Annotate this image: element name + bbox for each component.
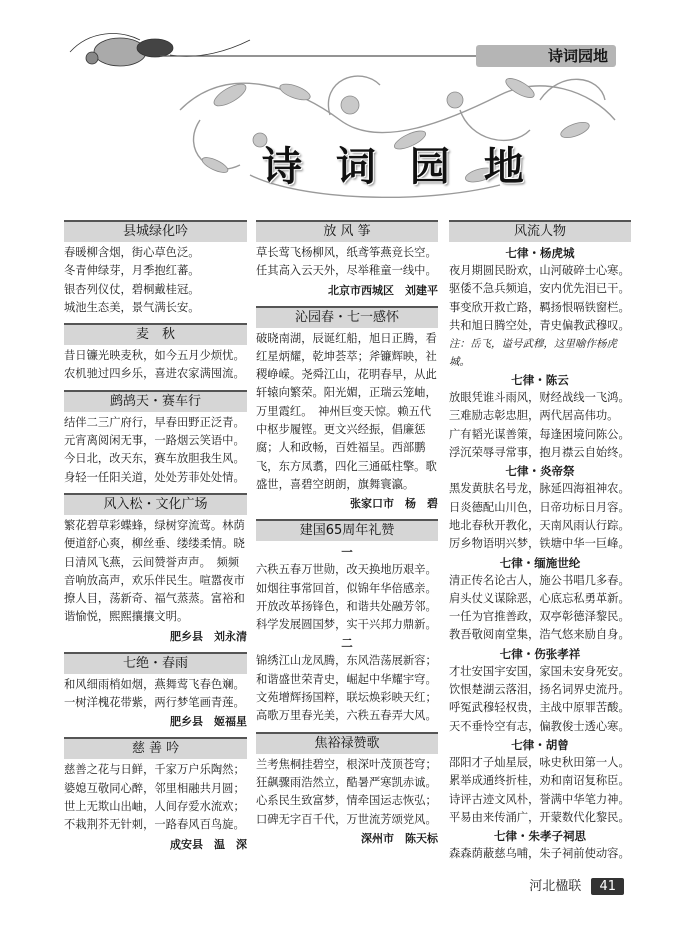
poem-author: 肥乡县 姬福星 — [170, 715, 247, 729]
poem-line: 森森荫蔽慈乌哺，朱子祠前使动容。 — [449, 847, 630, 861]
section-heading: 风流人物 — [449, 220, 631, 242]
poem-title: 慈 善 吟 — [64, 737, 247, 759]
poem-title: 七绝・春雨 — [64, 652, 247, 674]
poem-author: 北京市西城区 刘建平 — [328, 283, 438, 297]
poem-line: 婆媳互敬同心醉，邻里相融共月圆； — [64, 781, 245, 795]
page-number: 41 — [591, 878, 624, 895]
poem-note: 注：岳飞，谥号武穆，这里喻作杨虎城。 — [449, 338, 617, 369]
poem-subtitle: 七律・缅施世纶 — [499, 555, 581, 570]
poem-line: 浮沉荣辱寻常事，抱月襟云自始终。 — [449, 446, 630, 460]
poem-line: 世上无欺山出岫，人间存爱水流欢； — [64, 799, 245, 813]
poem-line: 共和旭日腾空处，青史偏教武穆叹。 — [449, 318, 630, 332]
poem-subtitle: 七律・炎帝祭 — [505, 464, 575, 479]
poem-line: 清正传名论古人，施公书唱几多春。 — [449, 573, 630, 587]
poem-title: 焦裕禄赞歌 — [256, 732, 438, 754]
poem-line: 饮恨楚湖云落泪，扬名词界史流丹。 — [449, 683, 630, 697]
poem-line: 和风细雨梢如烟，燕舞莺飞春色斓。 — [64, 677, 245, 691]
column-3 — [449, 220, 631, 863]
poem-line: 夜月期圆民盼欢，山河破碎士心寒。 — [449, 264, 630, 277]
poem-line: 如烟往事常回首，似锦年华倍感亲。 — [256, 581, 437, 595]
poem-line: 身轻一任阳关道，处处芳菲处处情。 — [64, 470, 245, 484]
poem-line: 日炎德配山川色，日帝功标日月容。 — [449, 500, 630, 514]
poem-line: 结伴二三广府行，早春田野正泛青。 — [64, 415, 245, 429]
poem-line: 农机驰过四乡乐，喜进农家满囤流。 — [64, 367, 245, 381]
poem-author: 张家口市 杨 碧 — [350, 497, 438, 511]
poem-subtitle: 七律・胡曾 — [511, 737, 569, 752]
poem-line: 任其高入云天外，尽举稚童一线中。 — [256, 264, 437, 278]
poem-author: 肥乡县 刘永清 — [170, 629, 247, 643]
poem-line: 心系民生致富梦，情牵国运志恢弘； — [256, 794, 437, 808]
poem-line: 黑发黄肤名号龙，脉延四海祖神农。 — [449, 482, 630, 496]
poem-title: 风入松・文化广场 — [64, 493, 247, 515]
poem-line: 慈善之花与日鲜，千家万户乐陶然； — [64, 763, 245, 777]
poem-line: 诗评古迹文风朴，誉满中华笔力神。 — [449, 792, 630, 806]
poem-line: 文苑增辉扬国粹，联坛焕彩映天红； — [256, 691, 437, 705]
part-number: 一 — [341, 545, 353, 560]
poem-line: 冬青伸绿芽，月季抱红蕃。 — [64, 264, 200, 278]
poem-line: 厉乡物语明兴梦，铁塘中华一巨峰。 — [449, 537, 630, 551]
column-2 — [256, 220, 438, 848]
poem-subtitle: 七律・朱孝子祠思 — [494, 829, 586, 844]
poem-line: 才壮安国宇安国，家国未安身死安。 — [449, 664, 630, 678]
poem-text: 破晓南湖，辰诞红船，旭日正腾，看红星炳耀，乾坤荟萃；斧镰辉映，社稷峥嵘。尧舜江山，花明春早，从此轩辕向繁荣。阳光媚，正瑞云笼岫，万里霞红。 神州巨变天惊。赖五代中枢步履铿。更文兴经振，倡廉惩腐；人和政畅，百姓福呈。西部鹏飞，东方凤翥，四化三通砥柱擎。歌盛世，喜碧空朗朗，旗舞寰瀛。 — [256, 331, 437, 491]
poem-line: 地北春秋开教化，天南风雨认行踪。 — [449, 518, 630, 532]
poem-line: 昔日镰光映麦秋，如今五月少烦忧。 — [64, 349, 245, 363]
poem-line: 不栽荆芥无针刺，一路春风百鸟旋。 — [64, 818, 245, 832]
poem-line: 高歌万里春光美，六秩五春弄大风。 — [256, 709, 437, 723]
poem-line: 元宵离阅闲无事，一路烟云笑语中。 — [64, 434, 245, 448]
poem-line: 口碑无字百千代，万世流芳颂党风。 — [256, 812, 437, 826]
page-title: 诗 词 园 地 — [262, 143, 534, 190]
magazine-name: 河北楹联 — [529, 879, 582, 894]
poem-line: 银杏列仪仗，碧桐戴桂冠。 — [64, 282, 200, 296]
poem-title: 放 风 筝 — [256, 220, 438, 242]
poem-title: 沁园春・七一感怀 — [256, 306, 438, 328]
part-number: 二 — [341, 636, 353, 651]
poem-line: 放眼凭谁斗雨风，财经战线一飞鸿。 — [449, 391, 630, 405]
poem-line: 平易由来传涌广，开蒙数代化黎民。 — [449, 810, 630, 824]
poem-line: 今日北，改天东，赛车放胆我生风。 — [64, 452, 245, 466]
poem-title: 建国65周年礼赞 — [256, 519, 438, 541]
poem-title: 麦 秋 — [64, 323, 247, 345]
page-footer — [529, 875, 624, 895]
poem-line: 三难励志彰忠胆，两代居高伟功。 — [449, 409, 619, 423]
poem-text: 繁花碧草彩蝶蜂，绿树穿流莺。林荫便道舒心爽，柳丝垂、缕缕柔情。晓日清风飞燕，云间赞誉声声。 频频音响放高声，欢乐伴民生。喧嚣夜市撩人目，荡新奇、福气蒸蒸。富裕和谐愉悦，熙熙攘攘文明。 — [64, 518, 245, 624]
poem-line: 狂飙骤雨浩然立，酷暑严寒凯赤诚。 — [256, 775, 437, 789]
section-tag: 诗词园地 — [476, 45, 616, 67]
poem-author: 成安县 温 深 — [170, 837, 247, 851]
poem-subtitle: 七律・陈云 — [511, 373, 569, 388]
poem-line: 一树洋槐花带紫，两行梦笔画青莲。 — [64, 696, 245, 710]
poem-line: 呼冤武穆轻权贵，主战中原罪苦酸。 — [449, 701, 630, 715]
poem-title: 鹧鸪天・赛车行 — [64, 390, 247, 412]
poem-line: 天不垂怜空有志，偏教俊士透心寒。 — [449, 719, 630, 733]
poem-line: 累举成通终折桂，劝和南诏复称臣。 — [449, 774, 630, 788]
poem-line: 教吾敬阅南堂集，浩气悠来励自身。 — [449, 628, 630, 642]
poem-line: 广有韬光谋善策，每逢困境问陈公。 — [449, 427, 630, 441]
poem-line: 锦绣江山龙凤腾，东风浩荡展新容； — [256, 654, 437, 668]
column-1 — [64, 220, 247, 854]
poem-line: 肩头仗义谋除恶，心底忘私勇革新。 — [449, 591, 630, 605]
poem-line: 城池生态美，景气满长安。 — [64, 300, 200, 314]
poem-line: 六秩五春万世勋，改天换地历艰辛。 — [256, 563, 437, 577]
poem-line: 兰考焦桐挂碧空，根深叶茂顶苍穹； — [256, 757, 437, 771]
poem-line: 邵阳才子灿星辰，咏史秋田第一人。 — [449, 755, 630, 769]
poem-subtitle: 七律・伤张孝祥 — [499, 646, 581, 661]
poem-line: 驱倭不急兵频追，安内优先泪已干。 — [449, 282, 630, 296]
poem-line: 一任为官推善政，双亭彰德泽黎民。 — [449, 610, 630, 624]
poem-line: 事变欣开救亡路，羁扬恨嗝铁窗栏。 — [449, 300, 630, 314]
poem-line: 草长莺飞杨柳风，纸鸢筝燕竞长空。 — [256, 246, 437, 259]
poem-line: 和谐盛世荣青史，崛起中华耀宇穹。 — [256, 672, 437, 686]
poem-line: 科学发展圆国梦，实干兴邦力鼎新。 — [256, 618, 437, 632]
poem-author: 深州市 陈天标 — [361, 831, 438, 845]
poem-line: 春暖柳含烟，街心草色泛。 — [64, 246, 200, 259]
poem-subtitle: 七律・杨虎城 — [505, 246, 575, 260]
poem-title: 县城绿化吟 — [64, 220, 247, 242]
poem-line: 开放改革扬锋色，和谐共处融芳邻。 — [256, 599, 437, 613]
